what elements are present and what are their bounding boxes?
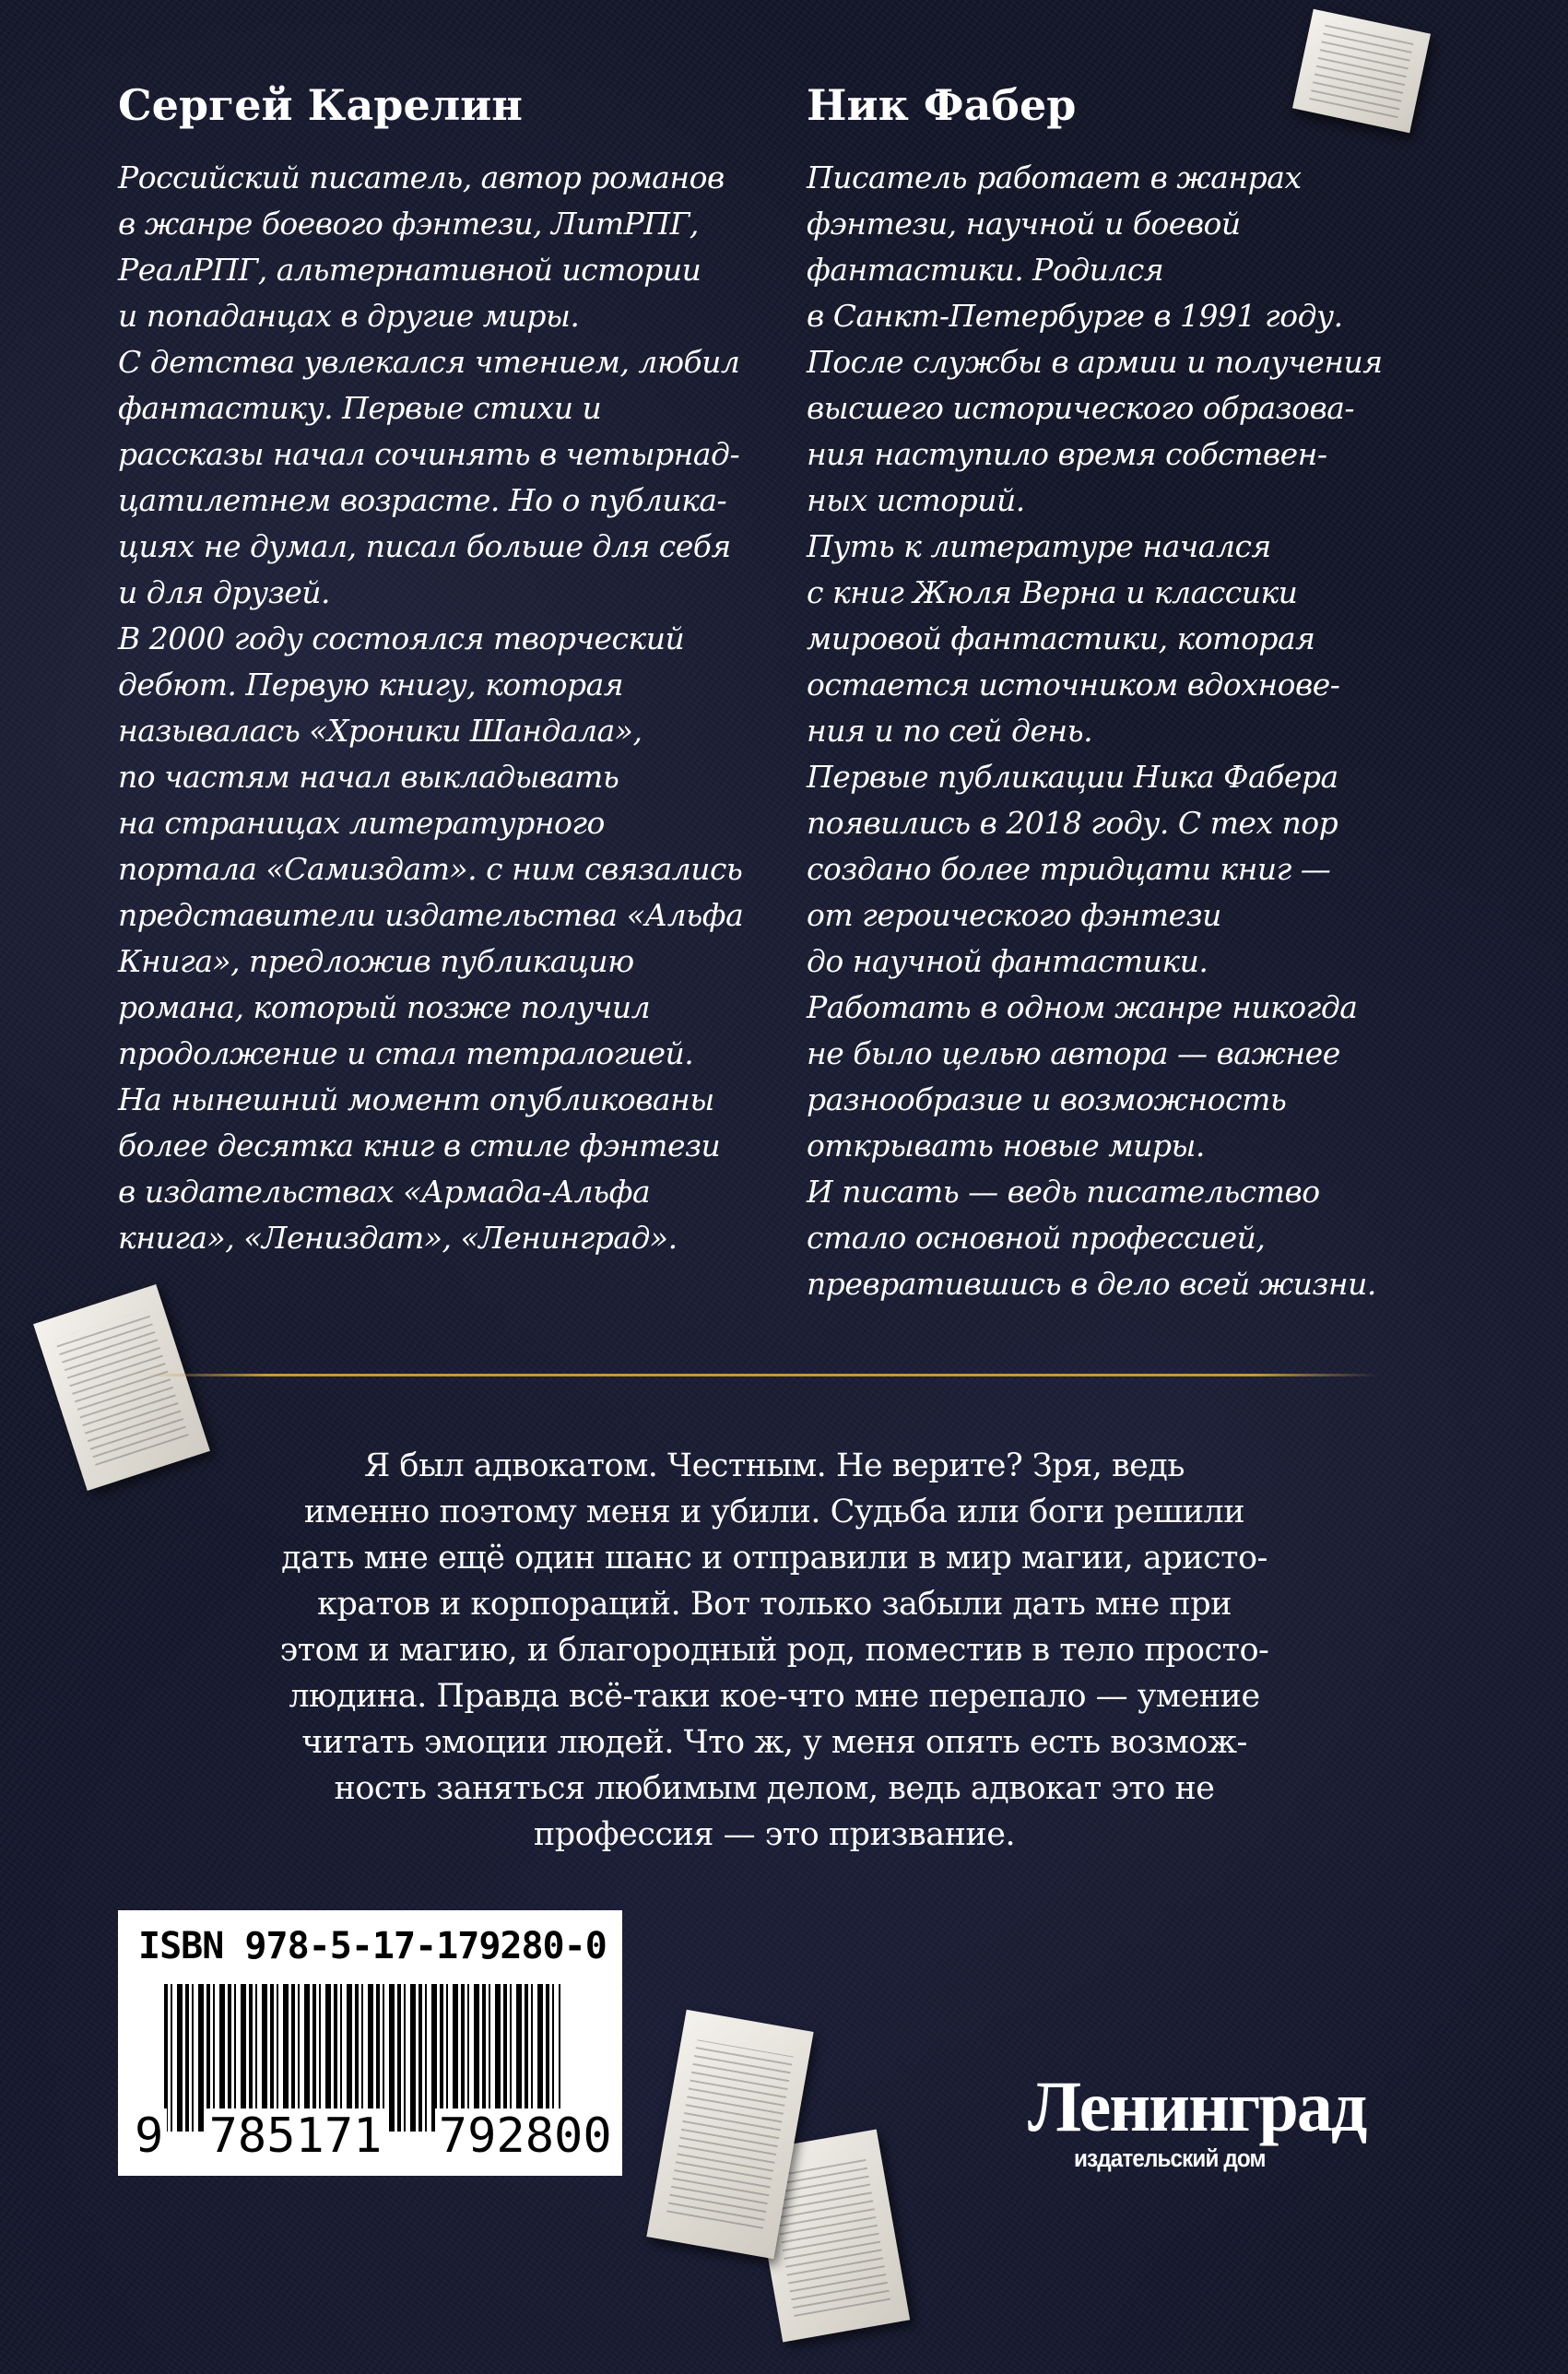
text-line: дать мне ещё один шанс и отправили в мир магии, аристо- [281, 1540, 1267, 1577]
text-line: Книга», предложив публикацию [118, 943, 634, 979]
barcode-digits [131, 2108, 616, 2164]
text-line: не было целью автора — важнее [807, 1035, 1340, 1071]
text-line: представители издательства «Альфа [118, 897, 744, 933]
text-line: в издательствах «Армада-Альфа [118, 1174, 651, 1210]
text-line: высшего исторического образова- [807, 390, 1355, 426]
text-line: и для друзей. [118, 574, 330, 610]
text-line: разнообразие и возможность [807, 1081, 1287, 1117]
text-line: читать эмоции людей. Что ж, у меня опять есть возмож- [301, 1724, 1247, 1761]
barcode-digits-left: 785171 [206, 2108, 386, 2164]
text-line: романа, который позже получил [118, 989, 651, 1025]
isbn-barcode [118, 1910, 622, 2176]
author-name: Сергей Карелин [118, 80, 523, 130]
text-line: После службы в армии и получения [807, 344, 1383, 380]
isbn-text: ISBN 978-5-17-179280-0 [138, 1925, 607, 1967]
text-line: РеалРПГ, альтернативной истории [118, 252, 701, 288]
text-line: Писатель работает в жанрах [807, 159, 1302, 195]
barcode-digit-first: 9 [131, 2108, 167, 2164]
text-line: дебют. Первую книгу, которая [118, 667, 624, 703]
text-line: продолжение и стал тетралогией. [118, 1035, 694, 1071]
text-line: появились в 2018 году. С тех пор [807, 805, 1338, 841]
text-line: фантастику. Первые стихи и [118, 390, 602, 426]
text-line: до научной фантастики. [807, 943, 1208, 979]
text-line: На нынешний момент опубликованы [118, 1081, 714, 1117]
divider [144, 1374, 1379, 1376]
text-line: Первые публикации Ника Фабера [807, 759, 1338, 795]
author-bio-faber [807, 76, 1452, 1307]
text-line: Российский писатель, автор романов [118, 159, 725, 195]
publisher-subtitle: издательский дом [1074, 2144, 1266, 2172]
text-line: открывать новые миры. [807, 1128, 1205, 1163]
text-line: циях не думал, писал больше для себя [118, 528, 731, 564]
text-line: и попаданцах в другие миры. [118, 298, 580, 334]
text-line: И писать — ведь писательство [807, 1174, 1320, 1210]
text-line: Я был адвокатом. Честным. Не верите? Зря, ведь [364, 1447, 1185, 1484]
text-line: от героического фэнтези [807, 897, 1221, 933]
publisher-logo [1028, 2065, 1387, 2185]
text-line: ных историй. [807, 482, 1025, 518]
text-line: в Санкт-Петербурге в 1991 году. [807, 298, 1343, 334]
text-line: Путь к литературе начался [807, 528, 1271, 564]
text-line: цатилетнем возрасте. Но о публика- [118, 482, 727, 518]
text-line: портала «Самиздат». с ним связались [118, 851, 743, 887]
text-line: с книг Жюля Верна и классики [807, 574, 1298, 610]
text-line: называлась «Хроники Шандала», [118, 713, 643, 749]
text-line: этом и магию, и благородный род, поместив в тело просто- [279, 1632, 1269, 1669]
text-line: ния наступило время собствен- [807, 436, 1327, 472]
text-line: ния и по сей день. [807, 713, 1093, 749]
author-bio-karelin [118, 76, 763, 1261]
text-line: мировой фантастики, которая [807, 620, 1315, 656]
publisher-name: Ленинград [1028, 2066, 1366, 2146]
text-line: С детства увлекался чтением, любил [118, 344, 740, 380]
barcode-digits-right: 792800 [435, 2108, 616, 2164]
text-line: по частям начал выкладывать [118, 759, 619, 795]
text-line: создано более тридцати книг — [807, 851, 1331, 887]
text-line: на страницах литературного [118, 805, 605, 841]
book-blurb [184, 1443, 1364, 1858]
text-line: книга», «Лениздат», «Ленинград». [118, 1220, 678, 1256]
text-line: фэнтези, научной и боевой [807, 206, 1241, 242]
text-line: превратившись в дело всей жизни. [807, 1266, 1376, 1302]
text-line: людина. Правда всё-таки кое-что мне перепало — умение [289, 1678, 1260, 1715]
text-line: именно поэтому меня и убили. Судьба или боги решили [303, 1494, 1245, 1530]
text-line: стало основной профессией, [807, 1220, 1266, 1256]
text-line: в жанре боевого фэнтези, ЛитРПГ, [118, 206, 699, 242]
text-line: В 2000 году состоялся творческий [118, 620, 685, 656]
text-line: более десятка книг в стиле фэнтези [118, 1128, 721, 1163]
text-line: рассказы начал сочинять в четырнад- [118, 436, 740, 472]
text-line: фантастики. Родился [807, 252, 1164, 288]
author-name: Ник Фабер [807, 80, 1077, 130]
text-line: кратов и корпораций. Вот только забыли дать мне при [317, 1586, 1232, 1623]
text-line: Работать в одном жанре никогда [807, 989, 1358, 1025]
text-line: остается источником вдохнове- [807, 667, 1340, 703]
text-line: профессия — это призвание. [533, 1816, 1016, 1853]
text-line: ность заняться любимым делом, ведь адвокат это не [334, 1770, 1215, 1807]
